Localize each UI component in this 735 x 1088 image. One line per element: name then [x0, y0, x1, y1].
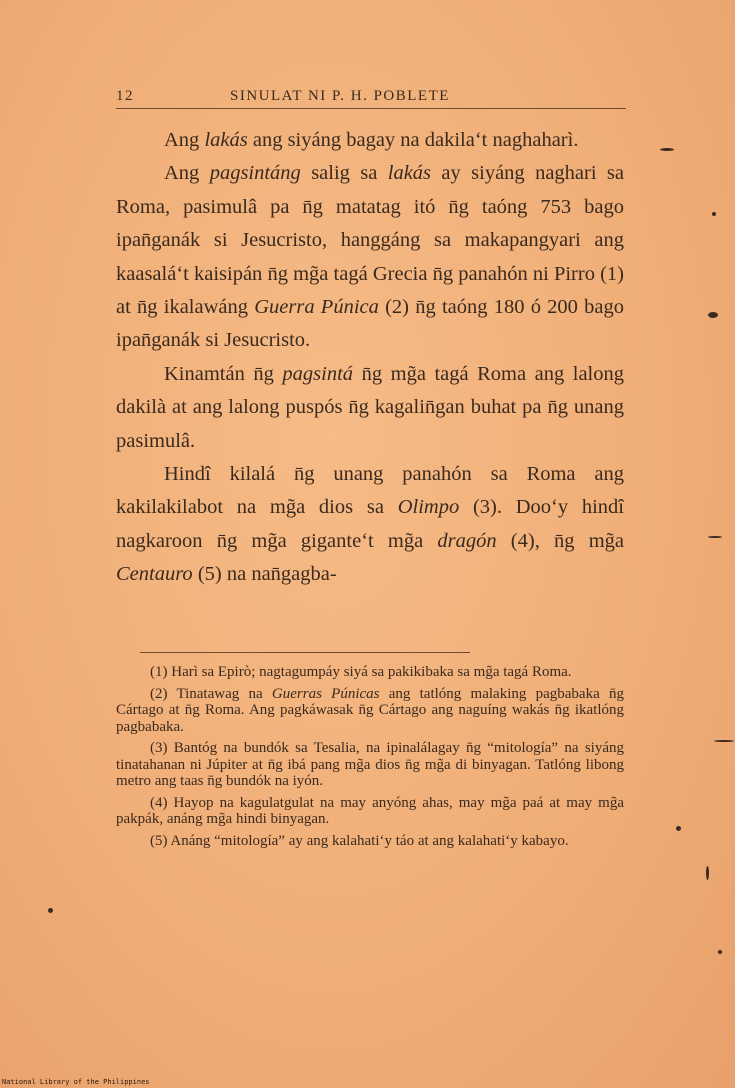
page-speck: [712, 212, 716, 216]
text-run: ang tatlóng malaking pagbabaka n̄g Cártago at n̄g Roma. Ang pagkáwasak n̄g Cártago ang naguíng wakás n̄g ikatlóng pagbabaka.: [116, 685, 624, 735]
footnote: [116, 686, 624, 736]
library-credit: National Library of the Philippines: [2, 1078, 150, 1086]
page-speck: [676, 826, 681, 831]
text-run: (1) Harì sa Epirò; nagtagumpáy siyá sa pakikibaka sa mg̃a tagá Roma.: [150, 664, 572, 680]
italic-term: pagsintá: [282, 362, 354, 385]
text-run: n̄g mg̃a tagá Roma ang lalong dakilà at ang lalong puspós n̄g kagalin̄gan buhat pa n̄g unang pasimulâ.: [116, 362, 625, 452]
paragraph: [116, 124, 624, 157]
running-head: SINULAT NI P. H. POBLETE: [230, 88, 450, 104]
italic-term: Centauro: [116, 563, 193, 586]
page-speck: [706, 866, 709, 880]
text-run: Ang: [164, 162, 210, 185]
italic-term: Guerras Púnicas: [271, 685, 380, 702]
footnote: [116, 740, 624, 790]
italic-term: pagsintáng: [209, 162, 301, 185]
page-number: 12: [116, 88, 134, 104]
italic-term: lakás: [387, 162, 432, 185]
italic-term: lakás: [204, 129, 248, 151]
body-text: [116, 124, 624, 592]
footnote: [116, 664, 624, 681]
page-speck: [714, 740, 734, 742]
page-header: [116, 86, 626, 109]
page-speck: [660, 148, 674, 151]
page-speck: [48, 908, 53, 913]
page-speck: [718, 950, 722, 954]
page-speck: [708, 312, 718, 318]
footnote: [116, 833, 624, 850]
text-run: (3). Doo‘y hindî nagkaroon n̄g mg̃a gigante‘t mg̃a: [116, 496, 624, 552]
footnote: [116, 795, 624, 828]
text-run: (4) Hayop na kagulatgulat na may anyóng ahas, may mg̃a paá at may mg̃a pakpák, anáng mg̃a hindi binyagan.: [116, 794, 624, 827]
paragraph: [116, 157, 624, 357]
italic-term: Guerra Púnica: [254, 296, 379, 319]
text-run: ang siyáng bagay na dakila‘t naghaharì.: [247, 129, 579, 151]
text-run: Hindî kilalá n̄g unang panahón sa Roma ang kakilakilabot na mg̃a dios sa: [116, 463, 624, 519]
page-speck: [708, 536, 722, 538]
text-run: (5) na nan̄gagba-: [192, 563, 337, 586]
text-run: Ang: [164, 129, 205, 151]
italic-term: dragón: [437, 529, 497, 552]
text-run: ay siyáng naghari sa Roma, pasimulâ pa n̄g matatag itó n̄g taóng 753 bago ipan̄ganák si Jesucristo, hanggáng sa makapangyari ang kaasalá‘t kaisipán n̄g mg̃a tagá Grecia n̄g panahón ni Pirro (1) at n̄g ikalawáng: [116, 162, 624, 319]
text-run: Kinamtán n̄g: [164, 362, 283, 385]
footnotes: [116, 664, 624, 854]
text-run: (3) Bantóg na bundók sa Tesalia, na ipinalálagay n̄g “mitología” na siyáng tinatahanan ni Júpiter at n̄g ibá pang mg̃a dios n̄g mg̃a di binyagan. Tatlóng libong metro ang taas n̄g bundók na iyón.: [116, 740, 624, 789]
text-run: (2) n̄g taóng 180 ó 200 bago ipan̄ganák si Jesucristo.: [116, 296, 624, 352]
text-run: (5) Anáng “mitología” ay ang kalahati‘y táo at ang kalahati‘y kabayo.: [150, 832, 569, 849]
paragraph: [116, 358, 624, 458]
footnote-divider: [140, 652, 470, 653]
italic-term: Olimpo: [397, 496, 460, 519]
text-run: (4), n̄g mg̃a: [496, 529, 624, 552]
paragraph: [116, 458, 624, 592]
text-run: (2) Tinatawag na: [150, 685, 272, 702]
text-run: salig sa: [300, 162, 388, 185]
